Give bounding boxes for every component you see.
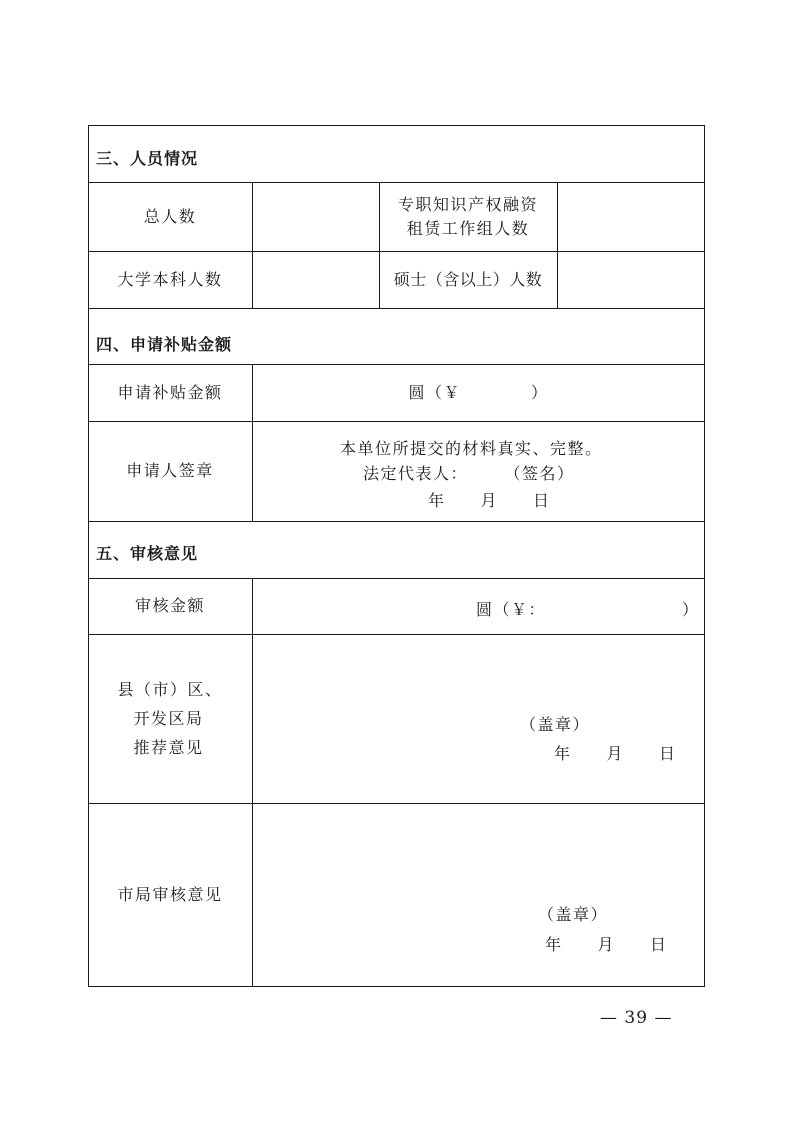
dedicated-label-line2: 租赁工作组人数 (406, 218, 530, 238)
dedicated-staff-label (379, 182, 557, 251)
review-amount-label: 审核金额 (134, 596, 205, 615)
dedicated-staff-value[interactable] (557, 182, 705, 251)
application-date[interactable]: 年 月 日 (428, 491, 551, 510)
section-title-review: 五、审核意见 (96, 544, 199, 563)
declaration-text: 本单位所提交的材料真实、完整。 (340, 439, 603, 458)
county-label-line1: 县（市）区、 (117, 680, 223, 699)
section-title-subsidy: 四、申请补贴金额 (96, 335, 233, 354)
row-divider (88, 521, 705, 522)
row-divider (88, 308, 705, 309)
city-review-label: 市局审核意见 (117, 885, 223, 904)
section-title-personnel: 三、人员情况 (96, 149, 199, 168)
master-label: 硕士（含以上）人数 (393, 269, 543, 289)
page-number: — 39 — (600, 1008, 673, 1028)
undergrad-value[interactable] (252, 251, 379, 308)
dedicated-label-line1: 专职知识产权融资 (397, 194, 538, 214)
master-value[interactable] (557, 251, 705, 308)
undergrad-label: 大学本科人数 (117, 269, 223, 289)
county-label-line3: 推荐意见 (133, 738, 204, 757)
column-divider (252, 578, 253, 987)
city-seal-text: （盖章） (538, 905, 609, 924)
legal-representative-signature[interactable]: 法定代表人： （签名） (363, 464, 575, 483)
county-label-line2: 开发区局 (133, 709, 204, 728)
total-staff-label: 总人数 (143, 206, 197, 226)
county-seal-text: （盖章） (520, 715, 591, 734)
review-amount-value[interactable]: 圆（￥： (476, 600, 547, 619)
applicant-signature-label: 申请人签章 (126, 461, 214, 480)
subsidy-amount-value[interactable]: 圆（￥ ） (408, 382, 549, 402)
city-date[interactable]: 年 月 日 (545, 935, 668, 954)
county-opinion-label (88, 634, 252, 803)
total-staff-value[interactable] (252, 182, 379, 251)
review-amount-close: ） (682, 600, 700, 619)
county-date[interactable]: 年 月 日 (554, 744, 677, 763)
subsidy-amount-label: 申请补贴金额 (117, 382, 223, 402)
